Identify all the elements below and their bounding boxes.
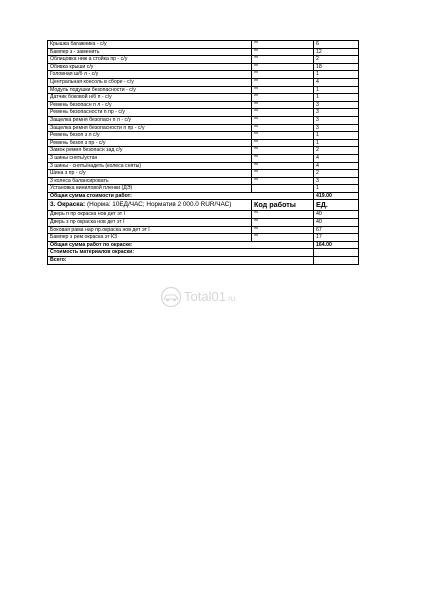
row-code: **: [252, 177, 314, 185]
row-value: 3: [314, 109, 359, 117]
row-value: 3: [314, 177, 359, 185]
work-row: [48, 185, 359, 193]
row-name: Установка виниловой пленки (ДЭ): [48, 185, 252, 193]
row-value: 40: [314, 211, 359, 219]
work-row: [48, 132, 359, 140]
row-name: 3 шины - снять/надеть (колеса сняты): [48, 162, 252, 170]
row-value: 1: [314, 94, 359, 102]
row-code: **: [252, 71, 314, 79]
row-name: Шина з пр - с/у: [48, 170, 252, 178]
paint-total-row: [48, 241, 359, 249]
row-code: **: [252, 116, 314, 124]
row-name: Крышка багажника - с/у: [48, 41, 252, 49]
row-value: 4: [314, 162, 359, 170]
row-code: **: [252, 170, 314, 178]
row-value: 40: [314, 219, 359, 227]
row-name: Обивка крыши с/у: [48, 63, 252, 71]
watermark-suffix: .ru: [225, 294, 236, 303]
row-name: Ремень безоп з пр - с/у: [48, 139, 252, 147]
work-row: [48, 139, 359, 147]
work-row: [48, 162, 359, 170]
paint-section-header: [48, 200, 359, 211]
work-total-label: Общая сумма стоимости работ:: [48, 192, 314, 200]
row-value: 1: [314, 185, 359, 193]
row-code: **: [252, 124, 314, 132]
row-name: Ремень безоп з л с/у: [48, 132, 252, 140]
row-name: Защелка ремня безопасн п л - с/у: [48, 116, 252, 124]
row-value: 4: [314, 78, 359, 86]
row-code: **: [252, 101, 314, 109]
row-name: Модуль подушки безопасности - с/у: [48, 86, 252, 94]
row-code: **: [252, 154, 314, 162]
car-logo-icon: [160, 286, 182, 308]
work-total-value: 419.00: [314, 192, 359, 200]
row-name: Головная ш/б л - с/у: [48, 71, 252, 79]
materials-label: Стоимость материалов окраски:: [48, 249, 314, 257]
paint-row: [48, 211, 359, 219]
work-row: [48, 78, 359, 86]
unit-header: ЕД.: [314, 200, 359, 211]
row-code: **: [252, 226, 314, 234]
row-value: 18: [314, 63, 359, 71]
section-title-text: 3. Окраска:: [50, 201, 86, 209]
work-total-row: [48, 192, 359, 200]
row-value: 3: [314, 101, 359, 109]
row-name: Ремень безопасности п пр - с/у: [48, 109, 252, 117]
row-value: 1: [314, 86, 359, 94]
work-row: [48, 101, 359, 109]
row-value: 12: [314, 48, 359, 56]
row-value: 2: [314, 56, 359, 64]
row-name: Защелка ремня безопасности п пр - с/у: [48, 124, 252, 132]
watermark-text: [184, 289, 235, 304]
row-name: Облицовка ниж а стойка пр - с/у: [48, 56, 252, 64]
grand-total-row: [48, 257, 359, 265]
row-name: 3 колеса балансировать: [48, 177, 252, 185]
row-name: Ремень безопасн п л - с/у: [48, 101, 252, 109]
row-value: 1: [314, 132, 359, 140]
row-value: 67: [314, 226, 359, 234]
row-code: **: [252, 41, 314, 49]
materials-row: [48, 249, 359, 257]
row-code: **: [252, 86, 314, 94]
row-code: **: [252, 94, 314, 102]
paint-row: [48, 226, 359, 234]
row-value: 4: [314, 154, 359, 162]
work-row: [48, 109, 359, 117]
work-row: [48, 116, 359, 124]
work-row: [48, 41, 359, 49]
work-row: [48, 177, 359, 185]
paint-section-title: [48, 200, 252, 211]
grand-total-label: Всего:: [48, 257, 314, 265]
work-row: [48, 63, 359, 71]
row-code: **: [252, 109, 314, 117]
work-row: [48, 48, 359, 56]
row-value: 1: [314, 139, 359, 147]
row-code: [252, 185, 314, 193]
paint-row: [48, 219, 359, 227]
row-code: **: [252, 234, 314, 242]
row-code: **: [252, 162, 314, 170]
row-name: Дверь п пр окраска нов дет эт I: [48, 211, 252, 219]
work-row: [48, 124, 359, 132]
row-name: Бампер з рем окраска эт К3: [48, 234, 252, 242]
row-code: **: [252, 139, 314, 147]
row-value: 2: [314, 147, 359, 155]
row-code: **: [252, 219, 314, 227]
row-name: 3 шины снять/устан: [48, 154, 252, 162]
work-total-block: [48, 192, 359, 211]
section-norm-text: (Норма: 10ЕД/ЧАС; Норматив 2 000.0 RUR/ЧАС): [86, 201, 232, 209]
paint-total-block: [48, 241, 359, 264]
work-row: [48, 86, 359, 94]
row-value: 3: [314, 116, 359, 124]
work-row: [48, 56, 359, 64]
row-value: 1: [314, 71, 359, 79]
watermark-name: Total01: [184, 289, 226, 304]
work-row: [48, 170, 359, 178]
code-header: Код работы: [252, 200, 314, 211]
paint-total-value: 164.00: [314, 241, 359, 249]
row-value: 6: [314, 41, 359, 49]
row-value: 3: [314, 124, 359, 132]
work-row: [48, 94, 359, 102]
row-name: Боковая рама нар пр.окраска нов дет эт I: [48, 226, 252, 234]
row-code: **: [252, 48, 314, 56]
row-code: **: [252, 78, 314, 86]
row-name: Замок ремня безопасн зад с/у: [48, 147, 252, 155]
work-row: [48, 147, 359, 155]
row-code: **: [252, 132, 314, 140]
row-value: 2: [314, 170, 359, 178]
row-code: **: [252, 147, 314, 155]
row-name: Бампер з - заменить: [48, 48, 252, 56]
row-code: **: [252, 56, 314, 64]
paint-total-label: Общая сумма работ по окраске:: [48, 241, 314, 249]
grand-total-value: [314, 257, 359, 265]
row-name: Центральная консоль в сборе - с/у: [48, 78, 252, 86]
row-value: 17: [314, 234, 359, 242]
work-row: [48, 154, 359, 162]
materials-value: [314, 249, 359, 257]
watermark-logo: [160, 286, 270, 308]
paint-rows: [48, 211, 359, 241]
row-name: Датчик боковой н/б п - с/у: [48, 94, 252, 102]
row-code: **: [252, 211, 314, 219]
work-rows: [48, 41, 359, 193]
paint-row: [48, 234, 359, 242]
row-code: **: [252, 63, 314, 71]
row-name: Дверь з пр окраска нов дет эт I: [48, 219, 252, 227]
estimate-table: [47, 40, 359, 265]
work-row: [48, 71, 359, 79]
